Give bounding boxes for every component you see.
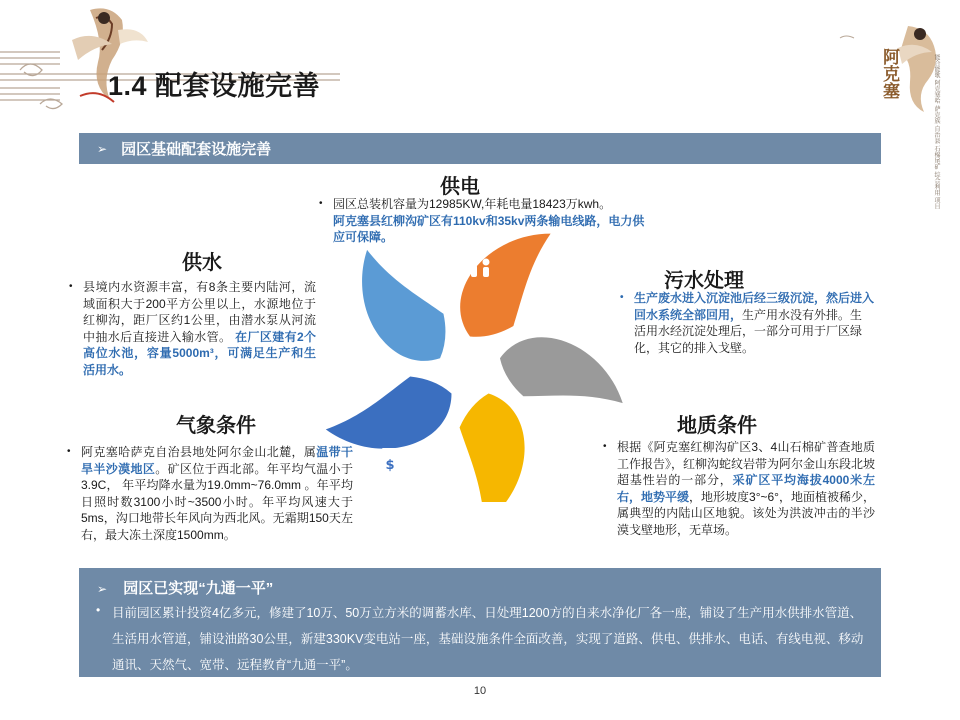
heading-weather: 气象条件 xyxy=(176,415,256,437)
heading-water: 供水 xyxy=(182,252,222,274)
money-bag-icon xyxy=(380,448,400,474)
bullet-icon: • xyxy=(96,603,101,617)
seal-subtext: 能合能歌 阿克塞哈 萨克族 自治县 石棉尾矿 综合利用 项目 xyxy=(933,54,940,210)
gears-people-icon xyxy=(533,454,559,486)
section-bar-infrastructure xyxy=(79,133,881,164)
geology-highlight: 采矿区平均海拔4000米左右，地势平缓 xyxy=(617,473,875,504)
petal-water xyxy=(339,250,465,368)
page-title: 1.4 配套设施完善 xyxy=(108,71,321,101)
weather-body1: 阿克塞哈萨克自治县地处阿尔金山北麓，属 xyxy=(81,445,317,459)
power-line2: 阿克塞县红柳沟矿区有110kv和35kv两条输电线路，电力供应可保障。 xyxy=(333,213,645,244)
weather-highlight: 温带干旱半沙漠地区 xyxy=(81,445,353,476)
arrow-right-icon: ➢ xyxy=(97,141,108,156)
seal-text: 阿克塞 xyxy=(879,48,899,99)
bullet-icon: • xyxy=(620,292,624,303)
section2-label: 园区已实现“九通一平” xyxy=(123,580,274,597)
power-text xyxy=(319,196,653,246)
bullet-icon: • xyxy=(67,446,71,457)
heading-power: 供电 xyxy=(440,176,480,198)
section2-text: 目前园区累计投资4亿多元，修建了10万、50万立方米的调蓄水库、日处理1200方的自来水净化厂各一座，铺设了生产用水供排水管道、生活用水管道，铺设油路30公里，新建330KV变电站一座，基础设施条件全面改善，实现了道路、供电、供排水、电话、有线电视、移动通讯、天然气、宽带、远程教育“九通一平”。 xyxy=(112,606,864,672)
sewage-body: 生产用水没有外排。生活用水经沉淀处理后，一部分可用于厂区绿化，其它的排入戈壁。 xyxy=(634,307,863,355)
page-number: 10 xyxy=(473,685,487,697)
bullet-icon: • xyxy=(69,281,73,292)
water-body: 县境内水资源丰富，有8条主要内陆河，流域面积大于200平方公里以上，水源地位于红柳沟，距厂区约1公里，由潜水泵从河流中抽水后直接进入输水管。 xyxy=(83,280,316,344)
teamwork-icon xyxy=(459,244,495,277)
section-bar-label: 园区基础配套设施完善 xyxy=(121,141,272,158)
arrow-right-icon: ➢ xyxy=(97,582,108,596)
bullet-icon: • xyxy=(603,441,607,452)
petal-power xyxy=(460,234,550,337)
lightbulb-hand-icon xyxy=(336,308,366,337)
sewage-highlight: 生产废水进入沉淀池后经三级沉淀，然后进入回水系统全部回用， xyxy=(634,291,875,322)
power-line1: 园区总装机容量为12985KW,年耗电量18423万kwh。 xyxy=(333,197,612,211)
water-highlight: 在厂区建有2个高位水池，容量5000m³，可满足生产和生活用水。 xyxy=(83,329,316,377)
magnifier-icon xyxy=(594,334,616,356)
bullet-icon: • xyxy=(319,198,323,209)
svg-text:$: $ xyxy=(385,458,395,473)
heading-sewage: 污水处理 xyxy=(664,270,744,292)
geology-body2: ，地形坡度3°~6°，地面植被稀少， 属典型的内陆山区地貌。该处为洪波冲击的半沙漠戈壁地形，无草场。 xyxy=(617,489,875,537)
water-text xyxy=(69,279,316,378)
geology-body1: 根据《阿克塞红柳沟矿区3、4山石棉矿普查地质工作报告》，红柳沟蛇纹岩带为阿尔金山东段北坡超基性岩的一部分， xyxy=(617,440,876,487)
section-bar-nine-links xyxy=(97,577,273,598)
weather-text xyxy=(67,444,353,543)
geology-text xyxy=(603,439,876,538)
sewage-text xyxy=(620,290,875,356)
weather-body2: 。矿区位于西北部。年平均气温小于3.9C， 年平均降水量为19.0mm~76.0mm 。年平均日照时数3100小时~3500小时。年平均风速大于5ms，沟口地带长年风向为西北风。无霜期150天左右，最大冻土深度1500mm。 xyxy=(81,461,353,542)
heading-geology: 地质条件 xyxy=(677,415,757,437)
